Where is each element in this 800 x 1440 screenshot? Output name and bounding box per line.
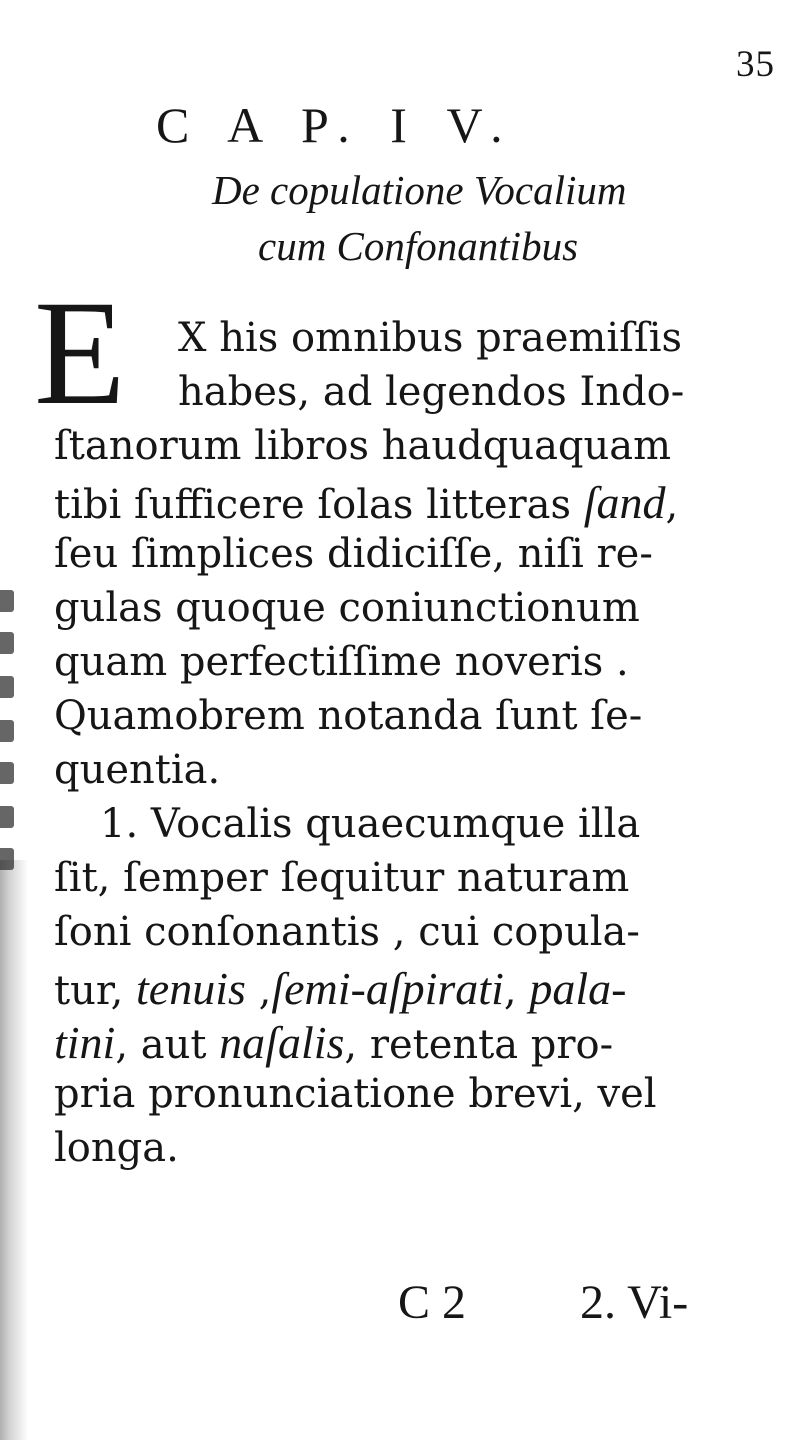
catchword: 2. Vi- [580, 1276, 689, 1329]
italic-term: ſemi-aſpirati [271, 963, 504, 1014]
text-line: ſtanorum libros haudquaquam [54, 423, 672, 469]
text-line: quam perfectiſſime noveris . [54, 639, 629, 685]
text-line: 1. Vocalis quaecumque illa [100, 801, 641, 847]
text-line: X his omnibus praemiſſis [178, 315, 683, 361]
text-line: ſoni conſonantis , cui copula- [54, 909, 640, 955]
text-line: tini, aut naſalis, retenta pro- [54, 1017, 614, 1068]
italic-term: pala- [529, 963, 627, 1014]
text-line: longa. [54, 1125, 179, 1171]
page-number: 35 [736, 44, 775, 85]
text-line: ſeu ſimplices didiciſſe, niſi re- [54, 531, 653, 577]
text-line: tur, tenuis ,ſemi-aſpirati, pala- [54, 963, 627, 1014]
text-line: gulas quoque coniunctionum [54, 585, 640, 631]
text-line: pria pronunciatione brevi, vel [54, 1071, 657, 1117]
chapter-heading: C A P. I V. [156, 97, 517, 153]
italic-term: naſalis [219, 1017, 345, 1068]
chapter-subtitle-line-1: De copulatione Vocalium [212, 167, 627, 213]
chapter-subtitle-line-2: cum Confonantibus [258, 223, 579, 269]
text-line: quentia. [54, 747, 221, 793]
signature-mark: C 2 [398, 1276, 467, 1329]
page-edge-shadow [0, 860, 28, 1440]
text-line: ſit, ſemper ſequitur naturam [54, 855, 630, 901]
text-line: tibi ſufficere ſolas litteras ſand, [54, 477, 679, 528]
text-line: habes, ad legendos Indo- [178, 369, 685, 415]
page-edge-marks [0, 580, 16, 870]
italic-term: tini [54, 1017, 116, 1068]
text-line: Quamobrem notanda ſunt ſe- [54, 693, 643, 739]
italic-term: tenuis [136, 963, 246, 1014]
drop-cap: E [34, 270, 126, 436]
italic-term: ſand [583, 477, 666, 528]
